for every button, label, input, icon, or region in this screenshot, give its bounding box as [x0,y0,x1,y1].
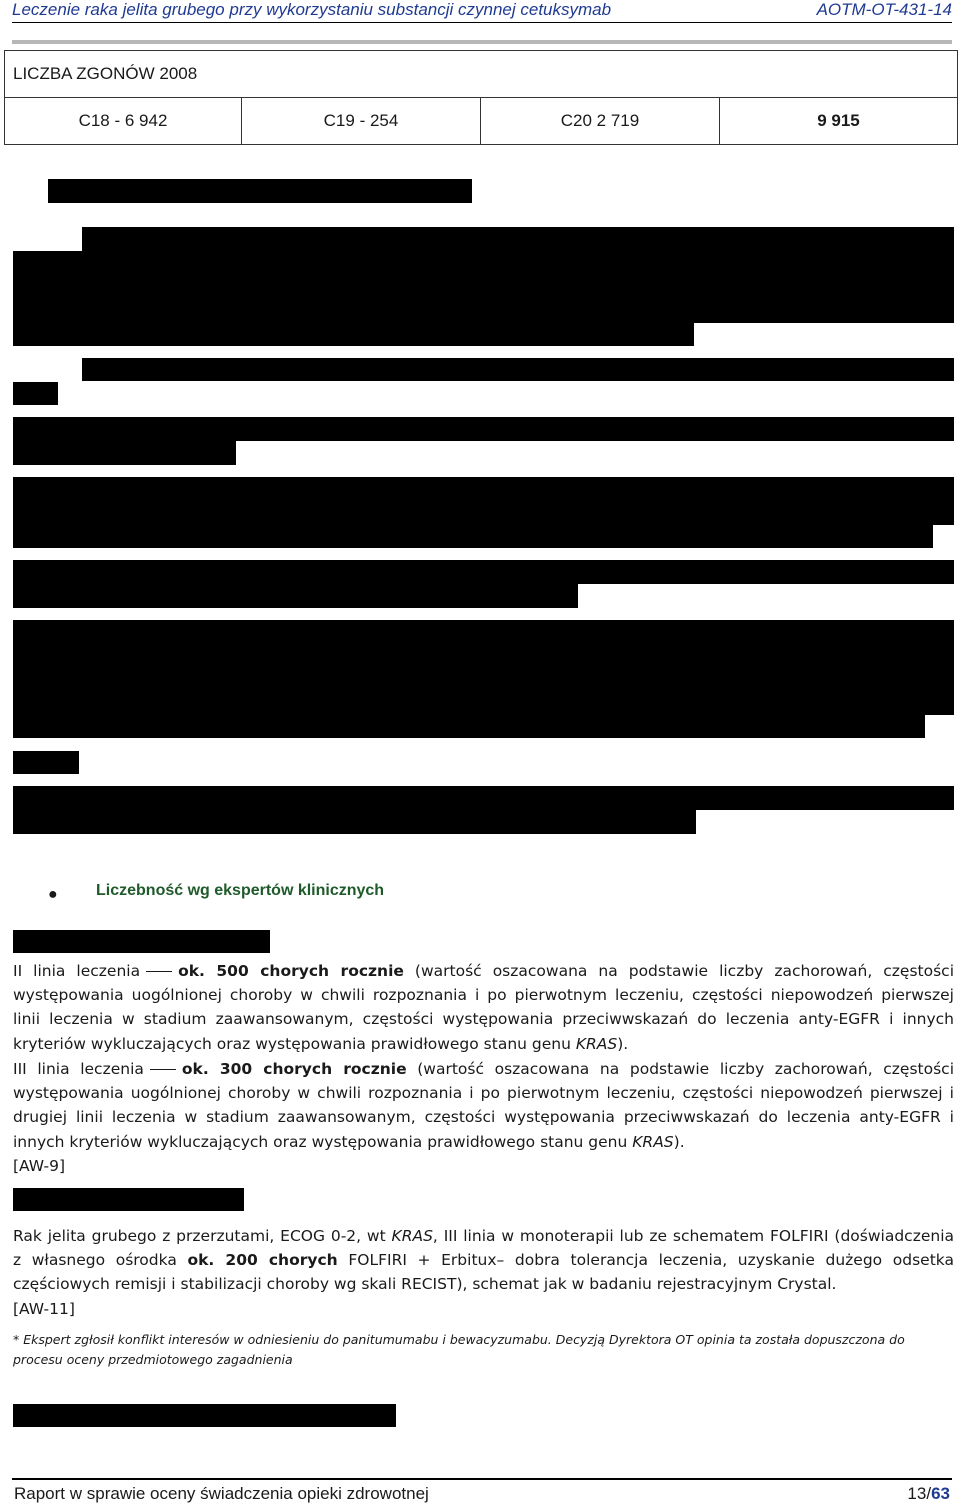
text-line: z własnego ośrodka ok. 200 chorych FOLFIRI + Erbitux– dobra tolerancja leczenia, uzyskanie dużego odsetka [13,1251,954,1270]
text-line: II linia leczenia ok. 500 chorych rocznie (wartość oszacowana na podstawie liczby zachorowań, częstości [13,962,955,980]
deaths-cell-c20: C20 2 719 [481,98,720,145]
redaction-bar [13,715,925,738]
redaction-bar [13,560,954,584]
text-line: linii leczenia w stadium zaawansowanym, częstości występowania przeciwwskazań do leczenia anty-EGFR i innych [13,1010,954,1029]
redaction-bar [13,930,270,953]
header-code: AOTM-OT-431-14 [816,0,952,19]
text-line: innych kryteriów wykluczających oraz występowania prawidłowego stanu genu KRAS). [13,1132,685,1151]
deaths-cell-c19: C19 - 254 [242,98,481,145]
footer-report-title: Raport w sprawie oceny świadczenia opieki zdrowotnej [14,1484,429,1503]
redaction-bar [48,179,472,203]
redaction-bar [13,1188,244,1211]
redaction-bar [13,251,954,323]
footnote-line: * Ekspert zgłosił konflikt interesów w odniesieniu do panitumumabu i bewacyzumabu. Decyzją Dyrektora OT opinia ta została dopuszczona do [13,1332,905,1347]
text-line: III linia leczenia ok. 300 chorych rocznie (wartość oszacowana na podstawie liczby zachorowań, częstości [13,1060,955,1078]
reference-tag: [AW-9] [13,1156,66,1175]
redaction-bar [13,584,578,608]
redaction-bar [13,620,954,715]
text-line: kryteriów wykluczających oraz występowania prawidłowego stanu genu KRAS). [13,1034,629,1053]
redaction-bar [13,477,954,525]
text-line: częściowych remisji i stabilizacji choroby wg skali RECIST), schemat jak w badaniu rejestracyjnym Crystal. [13,1275,837,1294]
text-line: występowania uogólnionej choroby w chwili rozpoznania i po pierwotnym leczeniu, częstości niepowodzeń pierwszej i [13,1084,954,1103]
redaction-bar [13,323,694,346]
redaction-bar [13,751,79,774]
footer-divider [12,1478,952,1480]
redaction-bar [13,525,933,548]
redaction-bar [13,1404,396,1427]
header-title: Leczenie raka jelita grubego przy wykorzystaniu substancji czynnej cetuksymab [12,0,612,19]
redaction-bar [13,786,954,810]
footnote [13,1330,954,1370]
bullet-icon: ● [48,886,58,903]
page-footer [14,1484,950,1504]
text-line: drugiej linii leczenia w stadium zaawansowanym, częstości występowania przeciwwskazań do leczenia anty-EGFR i [13,1108,954,1127]
reference-tag: [AW-11] [13,1299,75,1318]
deaths-table [4,50,958,145]
redaction-bar [82,227,954,251]
header-divider [12,40,952,44]
bullet-label: Liczebność wg ekspertów klinicznych [96,882,385,899]
dash-icon [150,1069,176,1071]
paragraph-expert-center [13,1224,954,1321]
redaction-bar [82,358,954,381]
paragraph-third-line [13,1057,954,1178]
redaction-bar [13,417,954,441]
redaction-bar [13,441,236,465]
deaths-cell-c18: C18 - 6 942 [5,98,242,145]
text-line: Rak jelita grubego z przerzutami, ECOG 0-2, wt KRAS, III linia w monoterapii lub ze schematem FOLFIRI (doświadczenia [13,1227,954,1245]
paragraph-second-line [13,959,954,1056]
page-number: 13/63 [907,1484,950,1503]
page-header [12,0,952,23]
dash-icon [146,971,172,973]
redaction-bar [13,382,58,405]
deaths-cell-total: 9 915 [720,98,958,145]
footnote-line: procesu oceny przedmiotowego zagadnienia [13,1352,293,1367]
redaction-bar [13,810,696,834]
text-line: występowania uogólnionej choroby w chwili rozpoznania i po pierwotnym leczeniu, częstości niepowodzeń pierwszej [13,986,954,1005]
deaths-table-title: LICZBA ZGONÓW 2008 [5,51,958,98]
